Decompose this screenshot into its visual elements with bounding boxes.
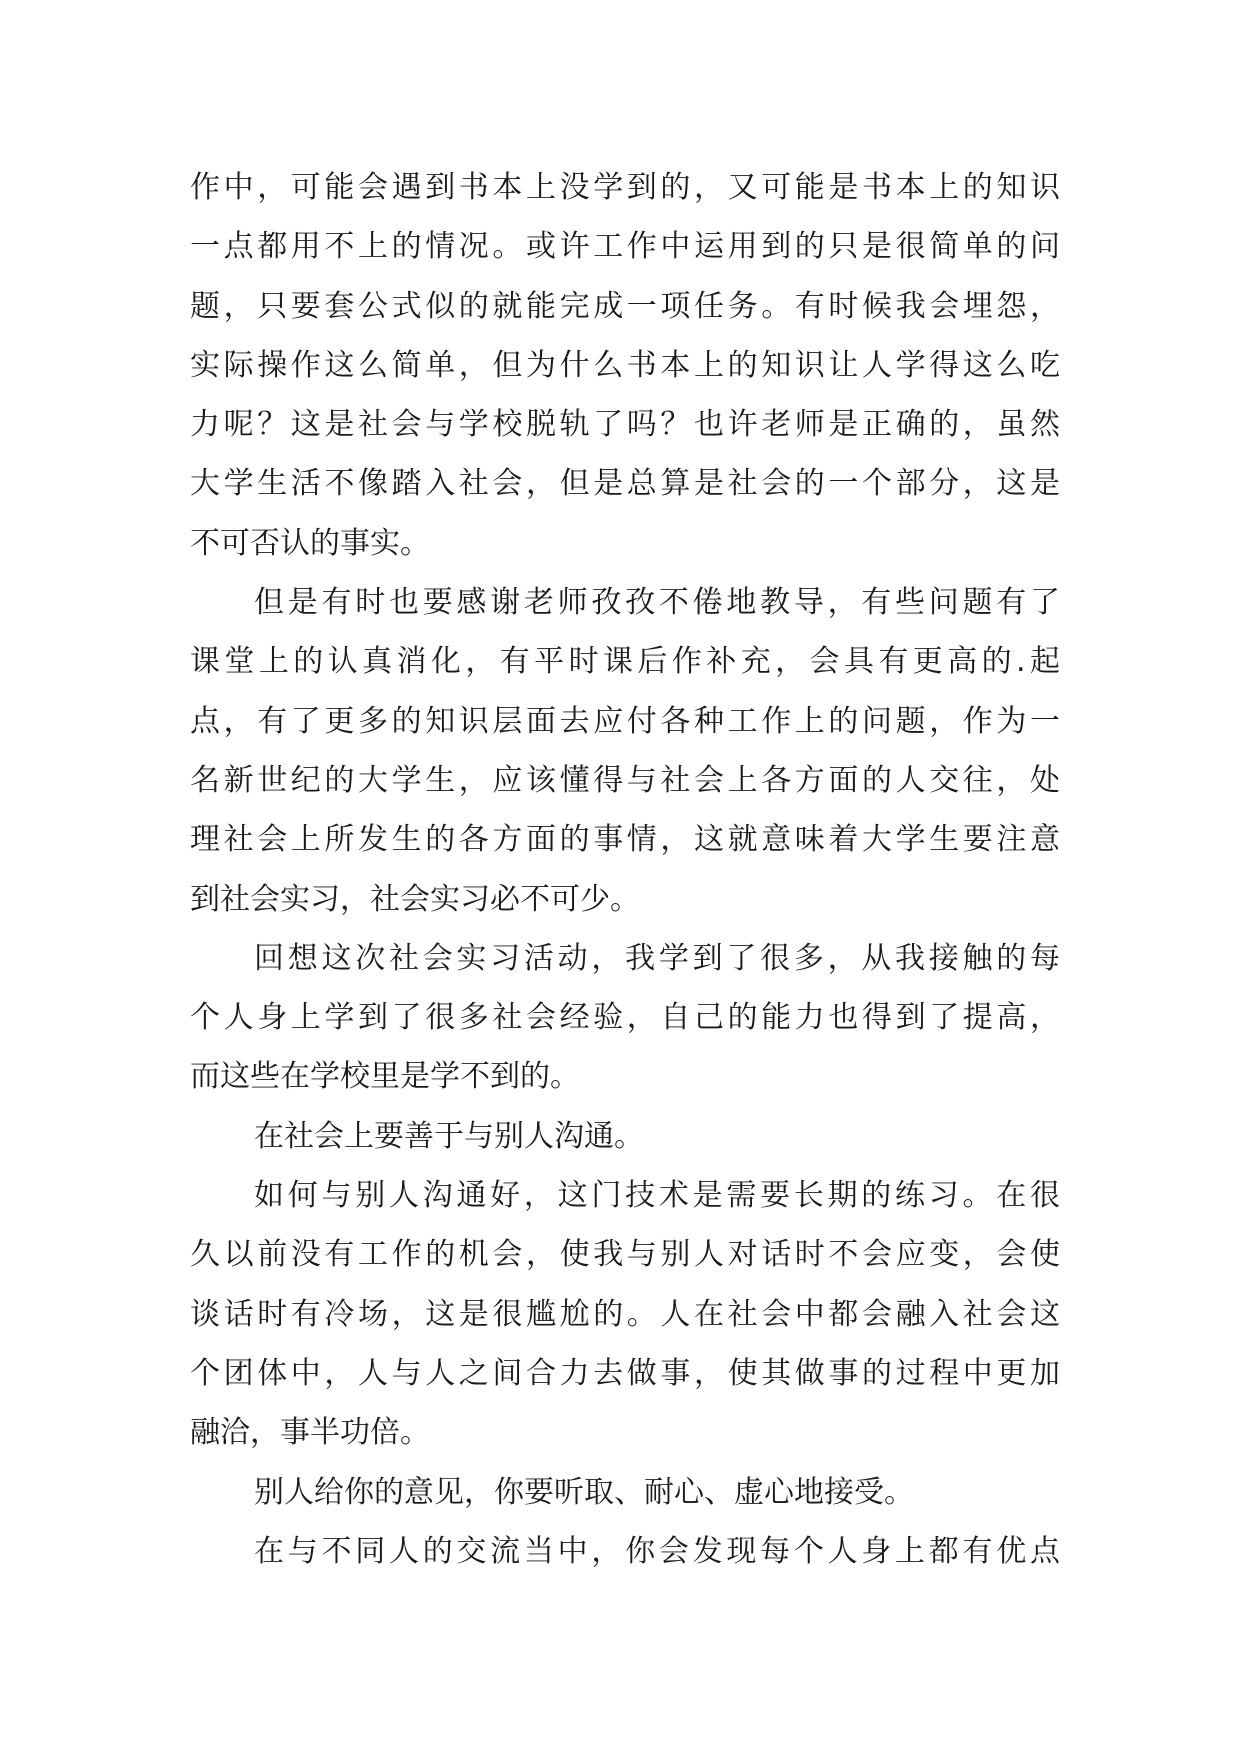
text-line: 力呢？这是社会与学校脱轨了吗？也许老师是正确的，虽然 — [190, 407, 1060, 443]
text-line: 融洽，事半功倍。 — [190, 1415, 430, 1451]
text-line: 别人给你的意见，你要听取、耐心、虚心地接受。 — [254, 1474, 914, 1510]
text-line: 点，有了更多的知识层面去应付各种工作上的问题，作为一 — [190, 703, 1060, 739]
text-line: 回想这次社会实习活动，我学到了很多，从我接触的每 — [254, 940, 1060, 976]
text-line: 在社会上要善于与别人沟通。 — [254, 1118, 644, 1154]
text-line: 作中，可能会遇到书本上没学到的，又可能是书本上的知识 — [190, 170, 1060, 205]
text-line: 理社会上所发生的各方面的事情，这就意味着大学生要注意 — [190, 822, 1060, 858]
text-line: 但是有时也要感谢老师孜孜不倦地教导，有些问题有了 — [254, 585, 1060, 621]
text-line: 不可否认的事实。 — [190, 525, 430, 561]
text-line: 个团体中，人与人之间合力去做事，使其做事的过程中更加 — [190, 1355, 1060, 1391]
text-line: 而这些在学校里是学不到的。 — [190, 1059, 580, 1095]
text-line: 大学生活不像踏入社会，但是总算是社会的一个部分，这是 — [190, 466, 1060, 502]
text-line: 到社会实习，社会实习必不可少。 — [190, 881, 640, 917]
text-line: 如何与别人沟通好，这门技术是需要长期的练习。在很 — [254, 1178, 1060, 1214]
text-line: 久以前没有工作的机会，使我与别人对话时不会应变，会使 — [190, 1237, 1060, 1273]
text-line: 题，只要套公式似的就能完成一项任务。有时候我会埋怨， — [190, 288, 1060, 324]
text-line: 谈话时有冷场，这是很尴尬的。人在社会中都会融入社会这 — [190, 1296, 1060, 1332]
text-line: 个人身上学到了很多社会经验，自己的能力也得到了提高， — [190, 1000, 1060, 1036]
text-line: 名新世纪的大学生，应该懂得与社会上各方面的人交往，处 — [190, 762, 1060, 798]
text-line: 一点都用不上的情况。或许工作中运用到的只是很简单的问 — [190, 229, 1060, 265]
document-body — [190, 158, 1060, 1581]
text-line: 实际操作这么简单，但为什么书本上的知识让人学得这么吃 — [190, 347, 1060, 383]
text-line: 课堂上的认真消化，有平时课后作补充，会具有更高的.起 — [190, 644, 1060, 680]
text-line: 在与不同人的交流当中，你会发现每个人身上都有优点 — [254, 1533, 1060, 1569]
